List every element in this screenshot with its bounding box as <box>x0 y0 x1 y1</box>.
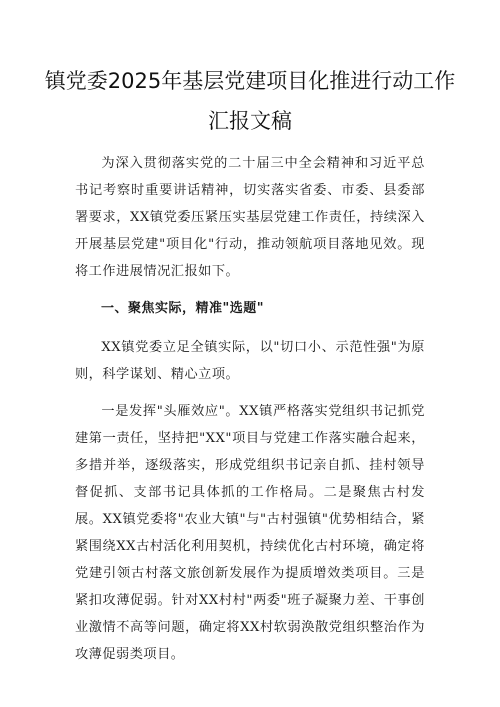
document-title-line-1: 镇党委2025年基层党建项目化推进行动工作 <box>44 69 456 93</box>
section-1-paragraph-2: 一是发挥"头雁效应"。XX镇严格落实党组织书记抓党建第一责任，坚持把"XX"项目与党建工作落实融合起来，多措并举，逐级落实，形成党组织书记亲自抓、挂村领导督促抓、支部书记具体抓的工作格局。二是聚焦古村发展。XX镇党委将"农业大镇"与"古村强镇"优势相结合，紧紧围绕XX古村活化利用契机，持续优化古村环境，确定将党建引领古村落文旅创新发展作为提质增效类项目。三是紧扣攻薄促弱。针对XX村村"两委"班子凝聚力差、干事创业激情不高等问题，确定将XX村软弱涣散党组织整治作为攻薄促弱类项目。 <box>75 404 425 662</box>
section-1-paragraph-1: XX镇党委立足全镇实际，以"切口小、示范性强"为原则，科学谋划、精心立项。 <box>75 340 425 382</box>
section-1-heading: 一、聚焦实际，精准"选题" <box>101 301 265 316</box>
intro-paragraph: 为深入贯彻落实党的二十届三中全会精神和习近平总书记考察时重要讲话精神，切实落实省委、市委、县委部署要求，XX镇党委压紧压实基层党建工作责任，持续深入开展基层党建"项目化"行动，推动领航项目落地见效。现将工作进展情况汇报如下。 <box>75 156 425 279</box>
document-body <box>75 150 425 668</box>
document-title-line-2: 汇报文稿 <box>208 109 292 133</box>
